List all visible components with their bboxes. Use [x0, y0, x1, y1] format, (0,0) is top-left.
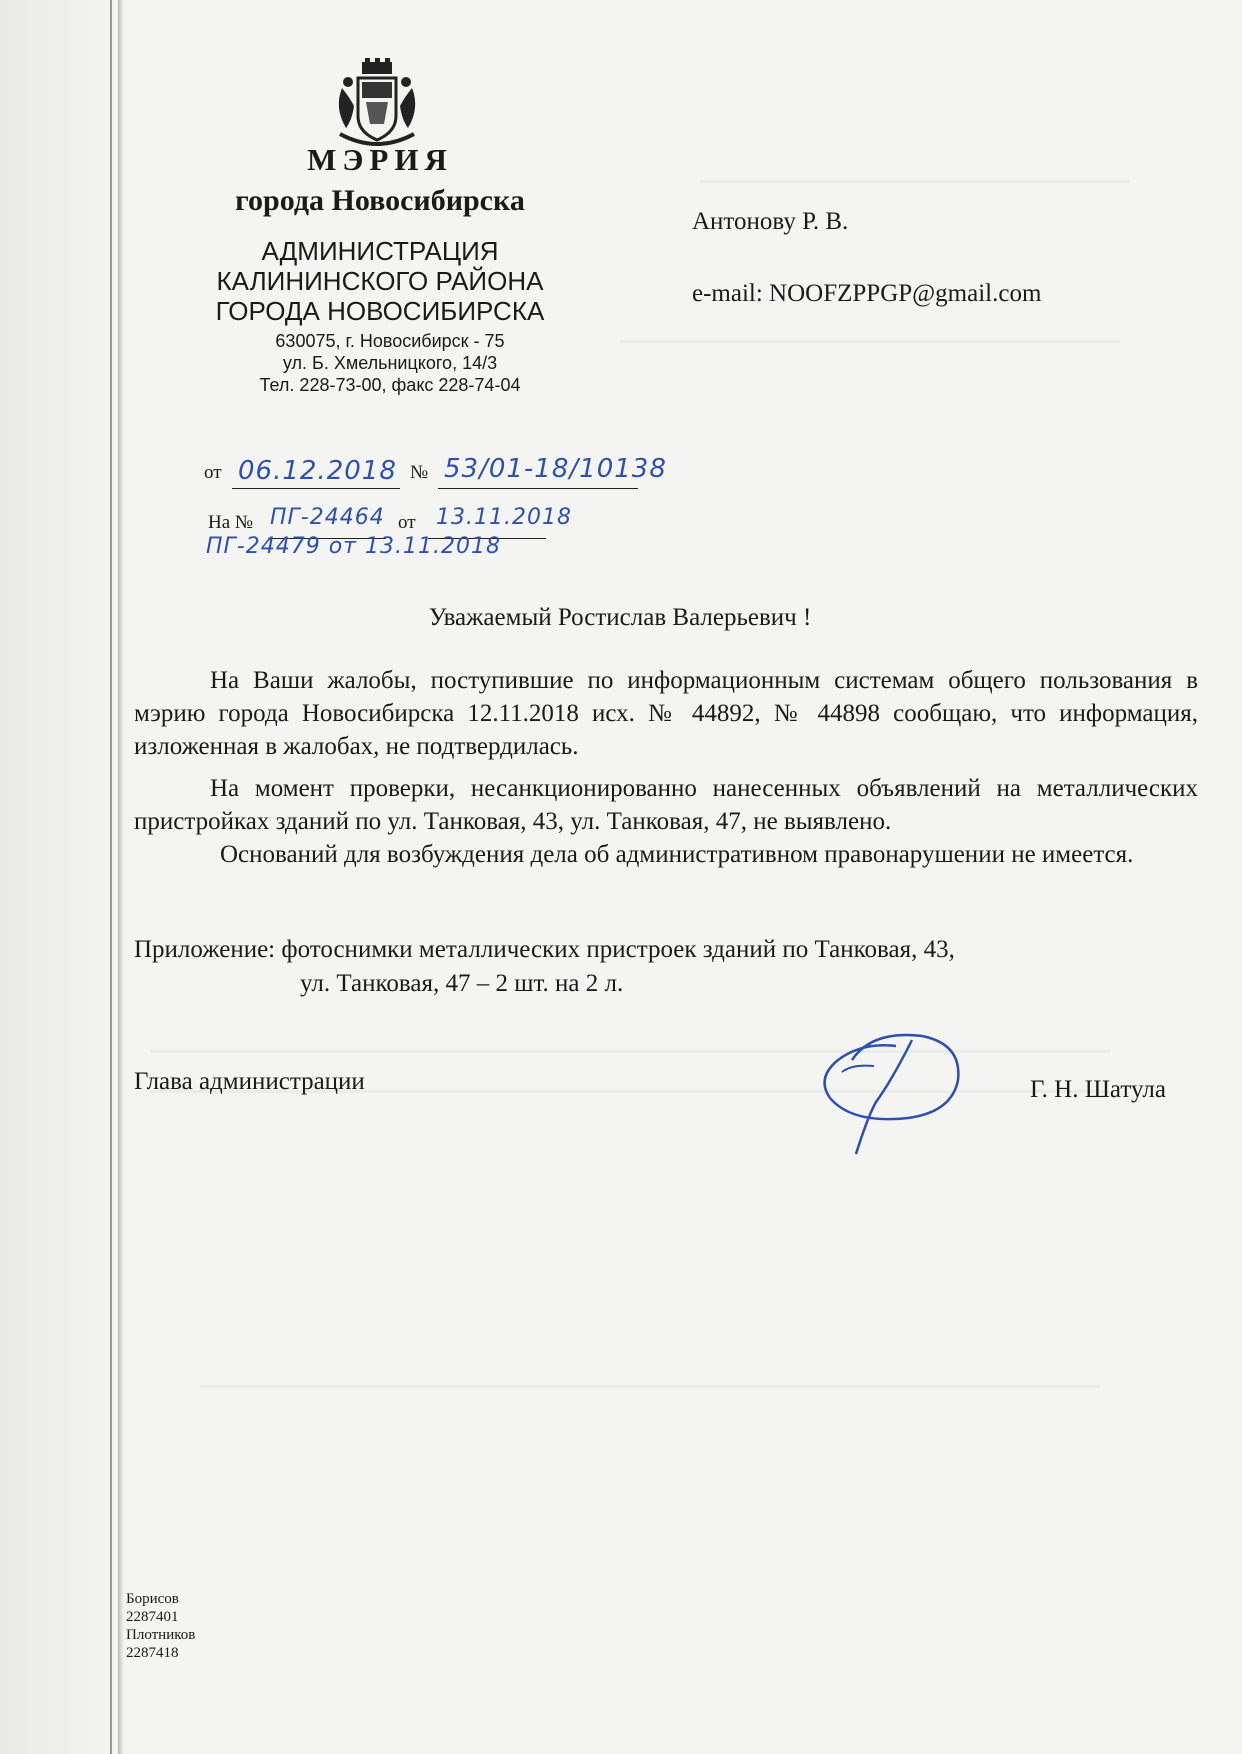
admin-line: АДМИНИСТРАЦИЯ	[261, 236, 499, 266]
reply-date-prefix: от	[398, 512, 416, 533]
address-block	[190, 330, 590, 396]
scan-fold-edge	[110, 0, 112, 1754]
body-paragraph-2: На момент проверки, несанкционированно нанесенных объявлений на металлических пристройках зданий по ул. Танковая, 43, ул. Танковая, 47, не выявлено.	[134, 775, 1198, 835]
address-line: 630075, г. Новосибирск - 75	[275, 331, 505, 351]
recipient-name: Антонову Р. В.	[692, 208, 849, 235]
reply-extra-reference: ПГ-24479 от 13.11.2018	[206, 534, 501, 559]
number-underline	[438, 488, 638, 489]
reply-prefix: На №	[208, 512, 254, 533]
scan-margin-shade	[0, 0, 110, 1754]
executor-line: Плотников	[126, 1627, 196, 1643]
scan-fold-shadow	[118, 0, 124, 1754]
recipient-email: e-mail: NOOFZPPGP@gmail.com	[692, 280, 1042, 307]
salutation: Уважаемый Ростислав Валерьевич !	[428, 604, 812, 631]
attachment-line-1: Приложение: фотоснимки металлических пристроек зданий по Танковая, 43,	[134, 936, 955, 963]
show-through-mark	[620, 340, 1120, 343]
date-prefix: от	[204, 462, 222, 483]
reply-date: 13.11.2018	[436, 505, 572, 530]
coat-of-arms-icon	[332, 58, 422, 154]
executor-line: Борисов	[126, 1591, 179, 1607]
admin-line: КАЛИНИНСКОГО РАЙОНА	[216, 266, 544, 296]
executor-contacts	[126, 1590, 195, 1662]
org-title: МЭРИЯ	[307, 142, 453, 177]
date-underline	[232, 488, 400, 489]
outgoing-date: 06.12.2018	[238, 456, 397, 486]
admin-name-block	[150, 236, 610, 326]
body-paragraph-1: На Ваши жалобы, поступившие по информационным системам общего пользования в мэрию города Новосибирска 12.11.2018 исх. № 44892, № 44898 сообщаю, что информация, изложенная в жалобах, не подтвердилась.	[134, 667, 1198, 760]
handwritten-signature-icon	[812, 1020, 982, 1160]
executor-line: 2287401	[126, 1609, 179, 1625]
admin-line: ГОРОДА НОВОСИБИРСКА	[215, 296, 545, 326]
address-line: Тел. 228-73-00, факс 228-74-04	[259, 375, 521, 395]
number-prefix: №	[410, 462, 429, 483]
body-paragraph-3: Оснований для возбуждения дела об административном правонарушении не имеется.	[220, 841, 1134, 868]
signatory-name: Г. Н. Шатула	[1030, 1076, 1166, 1103]
show-through-mark	[200, 1385, 1100, 1388]
outgoing-number: 53/01-18/10138	[444, 454, 667, 484]
reply-number: ПГ-24464	[270, 505, 385, 530]
show-through-mark	[700, 180, 1130, 183]
org-subtitle: города Новосибирска	[235, 184, 525, 217]
signatory-position: Глава администрации	[134, 1068, 365, 1095]
executor-line: 2287418	[126, 1645, 179, 1661]
attachment-line-2: ул. Танковая, 47 – 2 шт. на 2 л.	[300, 970, 624, 997]
address-line: ул. Б. Хмельницкого, 14/3	[282, 353, 498, 373]
